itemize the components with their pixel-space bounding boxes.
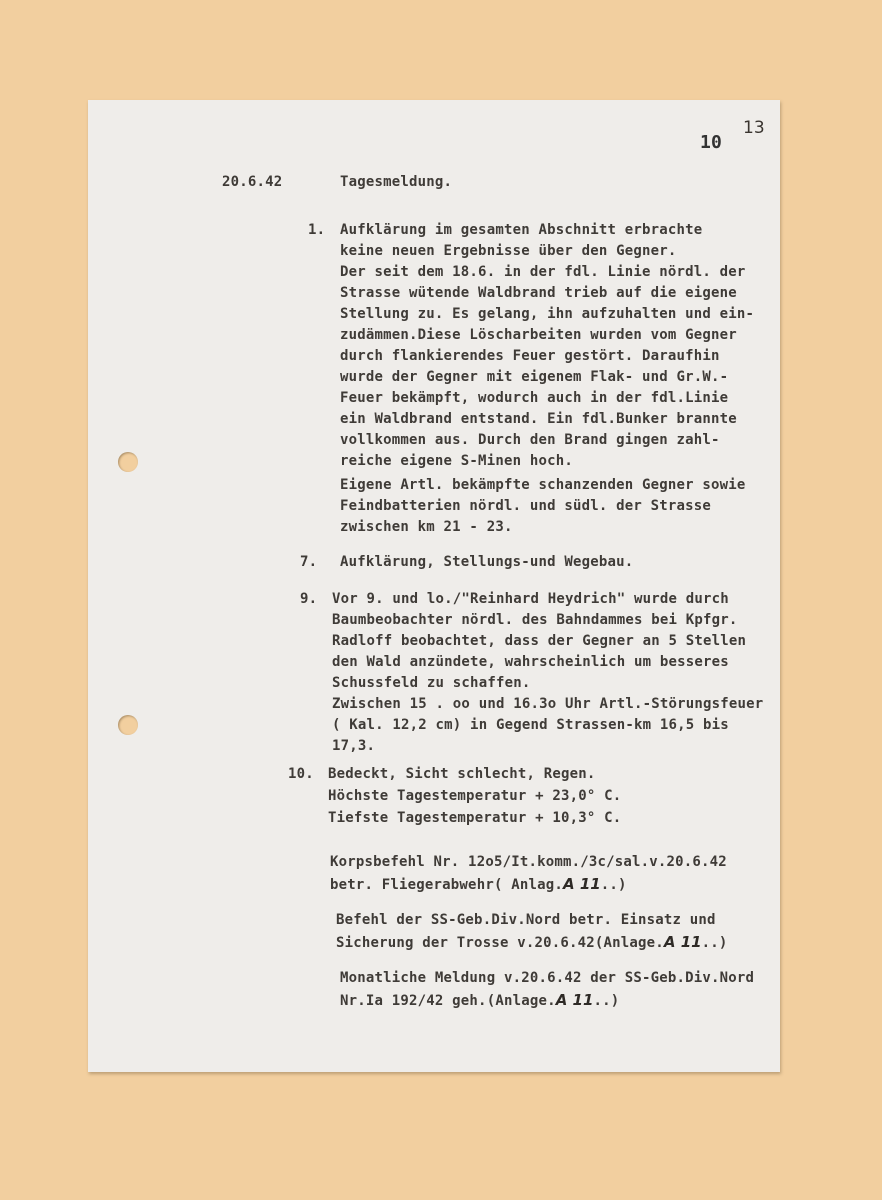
section-line: vollkommen aus. Durch den Brand gingen zahl- [340,432,720,448]
section-line: wurde der Gegner mit eigenem Flak- und Gr.W.- [340,369,729,385]
attachment-text: betr. Fliegerabwehr( Anlag. [330,877,563,893]
section-line: Baumbeobachter nördl. des Bahndammes bei Kpfgr. [332,612,738,628]
section-line: Radloff beobachtet, dass der Gegner an 5 Stellen [332,633,747,649]
section-line: 17,3. [332,738,376,754]
section-line: Der seit dem 18.6. in der fdl. Linie nördl. der [340,264,746,280]
section-line: Aufklärung, Stellungs-und Wegebau. [340,554,634,570]
section-line: ( Kal. 12,2 cm) in Gegend Strassen-km 16,5 bis [332,717,729,733]
attachment-text: ..) [701,935,728,951]
section-line: Höchste Tagestemperatur + 23,0° C. [328,788,622,804]
section-line: Vor 9. und lo./"Reinhard Heydrich" wurde durch [332,591,729,607]
report-title: Tagesmeldung. [340,174,453,190]
page-number: 10 [700,132,723,153]
attachment-line: Korpsbefehl Nr. 12o5/It.komm./3c/sal.v.20.6.42 [330,854,727,870]
attachment-text: ..) [593,993,620,1009]
attachment-line: Monatliche Meldung v.20.6.42 der SS-Geb.Div.Nord [340,970,755,986]
section-line: Feuer bekämpft, wodurch auch in der fdl.Linie [340,390,729,406]
section-number: 9. [300,591,318,607]
handwritten-annex-number: A 11 [663,933,702,951]
attachment-line: Befehl der SS-Geb.Div.Nord betr. Einsatz und [336,912,716,928]
section-line: Strasse wütende Waldbrand trieb auf die eigene [340,285,737,301]
section-line: Feindbatterien nördl. und südl. der Strasse [340,498,712,514]
section-line: Tiefste Tagestemperatur + 10,3° C. [328,810,622,826]
handwritten-folio-number: 13 [743,118,765,138]
section-line: Schussfeld zu schaffen. [332,675,531,691]
section-line: keine neuen Ergebnisse über den Gegner. [340,243,677,259]
report-date: 20.6.42 [222,174,283,190]
punch-hole-upper [118,452,138,472]
section-line: Bedeckt, Sicht schlecht, Regen. [328,766,596,782]
section-number: 10. [288,766,314,782]
attachment-line [336,933,728,951]
section-number: 1. [308,222,326,238]
punch-hole-lower [118,715,138,735]
handwritten-annex-number: A 11 [562,875,601,893]
section-line: zudämmen.Diese Löscharbeiten wurden vom Gegner [340,327,737,343]
document-page [88,100,780,1072]
section-line: Eigene Artl. bekämpfte schanzenden Gegner sowie [340,477,746,493]
section-line: durch flankierendes Feuer gestört. Daraufhin [340,348,720,364]
attachment-line [340,991,619,1009]
section-line: ein Waldbrand entstand. Ein fdl.Bunker brannte [340,411,737,427]
handwritten-annex-number: A 11 [555,991,594,1009]
attachment-line [330,875,627,893]
section-line: Zwischen 15 . oo und 16.3o Uhr Artl.-Störungsfeuer [332,696,764,712]
section-line: reiche eigene S-Minen hoch. [340,453,573,469]
section-number: 7. [300,554,318,570]
section-line: zwischen km 21 - 23. [340,519,513,535]
section-line: den Wald anzündete, wahrscheinlich um besseres [332,654,729,670]
section-line: Aufklärung im gesamten Abschnitt erbrachte [340,222,703,238]
attachment-text: ..) [600,877,627,893]
attachment-text: Nr.Ia 192/42 geh.(Anlage. [340,993,556,1009]
section-line: Stellung zu. Es gelang, ihn aufzuhalten und ein- [340,306,755,322]
attachment-text: Sicherung der Trosse v.20.6.42(Anlage. [336,935,664,951]
